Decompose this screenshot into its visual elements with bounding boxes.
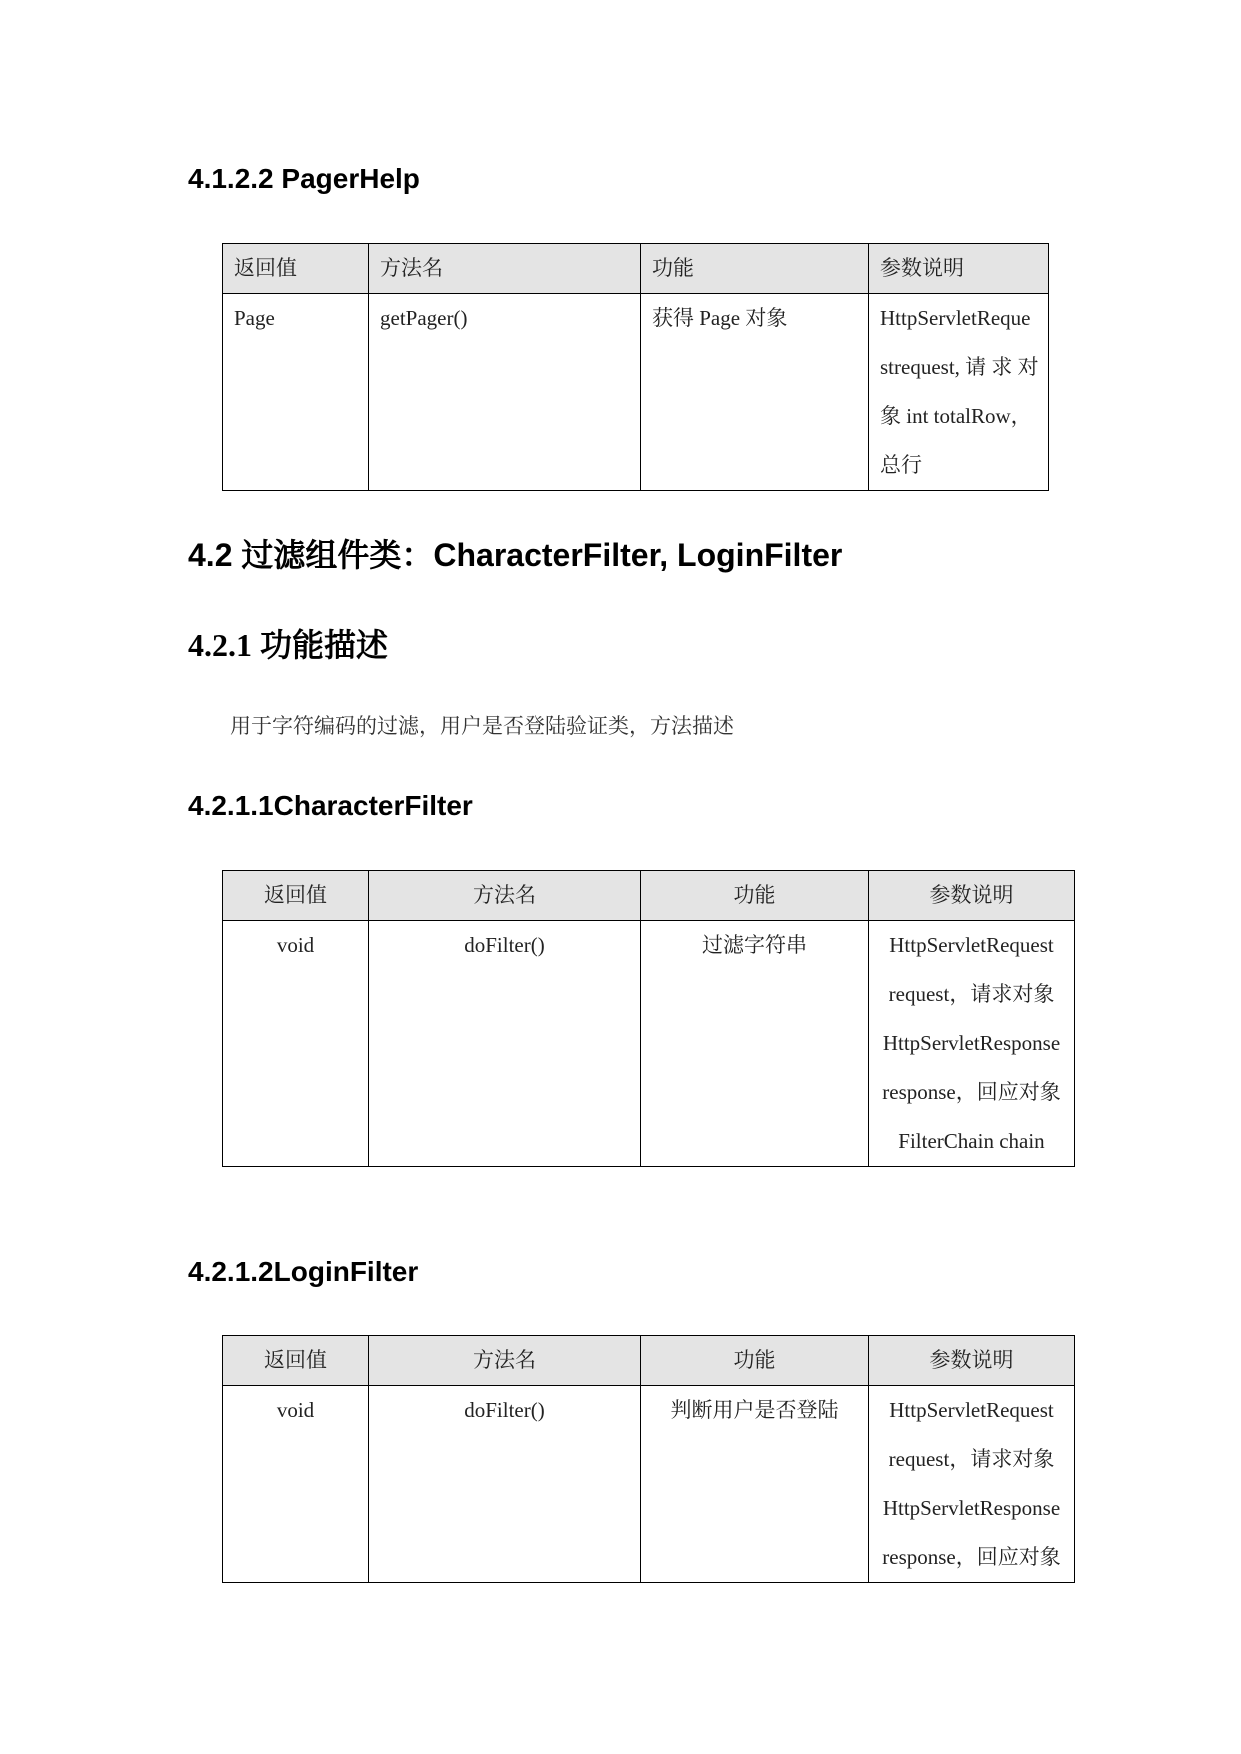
param-line: 象 int totalRow， (880, 404, 1032, 428)
cell-function: 过滤字符串 (641, 921, 869, 1167)
loginfilter-method-table (222, 1335, 1075, 1583)
header-function: 功能 (641, 1336, 869, 1386)
param-line: request，请求对象 (888, 982, 1055, 1006)
param-line: HttpServletResponse (882, 1031, 1061, 1055)
section-heading-function-description: 4.2.1 功能描述 (188, 627, 389, 663)
param-line: request，请求对象 (888, 1447, 1055, 1471)
pagerhelp-method-table (222, 243, 1049, 491)
header-return-value: 返回值 (223, 871, 369, 921)
section-heading-pagerhelp: 4.1.2.2 PagerHelp (188, 163, 420, 194)
param-line: strequest, 请 求 对 (880, 355, 1039, 379)
cell-function: 获得 Page 对象 (641, 294, 869, 491)
function-description-text: 用于字符编码的过滤，用户是否登陆验证类，方法描述 (230, 714, 734, 738)
table-header-row (223, 871, 1075, 921)
table-row (223, 921, 1075, 1167)
param-line: HttpServletRequest (889, 1398, 1054, 1422)
section-heading-characterfilter: 4.2.1.1CharacterFilter (188, 790, 473, 821)
table-header-row (223, 244, 1049, 294)
cell-method-name: doFilter() (369, 921, 641, 1167)
header-method-name: 方法名 (369, 1336, 641, 1386)
section-heading-filter-components: 4.2 过滤组件类：CharacterFilter, LoginFilter (188, 537, 843, 573)
header-return-value: 返回值 (223, 244, 369, 294)
param-line: response，回应对象 (882, 1080, 1061, 1104)
table-header-row (223, 1336, 1075, 1386)
cell-return-value: void (223, 921, 369, 1167)
cell-return-value: Page (223, 294, 369, 491)
param-line: response，回应对象 (882, 1545, 1061, 1569)
section-heading-loginfilter: 4.2.1.2LoginFilter (188, 1256, 419, 1287)
cell-param-desc (869, 294, 1049, 491)
header-method-name: 方法名 (369, 871, 641, 921)
header-method-name: 方法名 (369, 244, 641, 294)
header-param-desc: 参数说明 (869, 871, 1075, 921)
header-function: 功能 (641, 244, 869, 294)
param-line: HttpServletReque (880, 306, 1031, 330)
cell-function: 判断用户是否登陆 (641, 1386, 869, 1583)
header-return-value: 返回值 (223, 1336, 369, 1386)
cell-method-name: getPager() (369, 294, 641, 491)
cell-param-desc (869, 921, 1075, 1167)
table-row (223, 294, 1049, 491)
cell-method-name: doFilter() (369, 1386, 641, 1583)
characterfilter-method-table (222, 870, 1075, 1167)
cell-param-desc (869, 1386, 1075, 1583)
header-function: 功能 (641, 871, 869, 921)
table-row (223, 1386, 1075, 1583)
param-line: HttpServletResponse (882, 1496, 1061, 1520)
cell-return-value: void (223, 1386, 369, 1583)
param-line: FilterChain chain (898, 1129, 1045, 1153)
header-param-desc: 参数说明 (869, 244, 1049, 294)
param-line: HttpServletRequest (889, 933, 1054, 957)
header-param-desc: 参数说明 (869, 1336, 1075, 1386)
param-line: 总行 (880, 453, 922, 477)
